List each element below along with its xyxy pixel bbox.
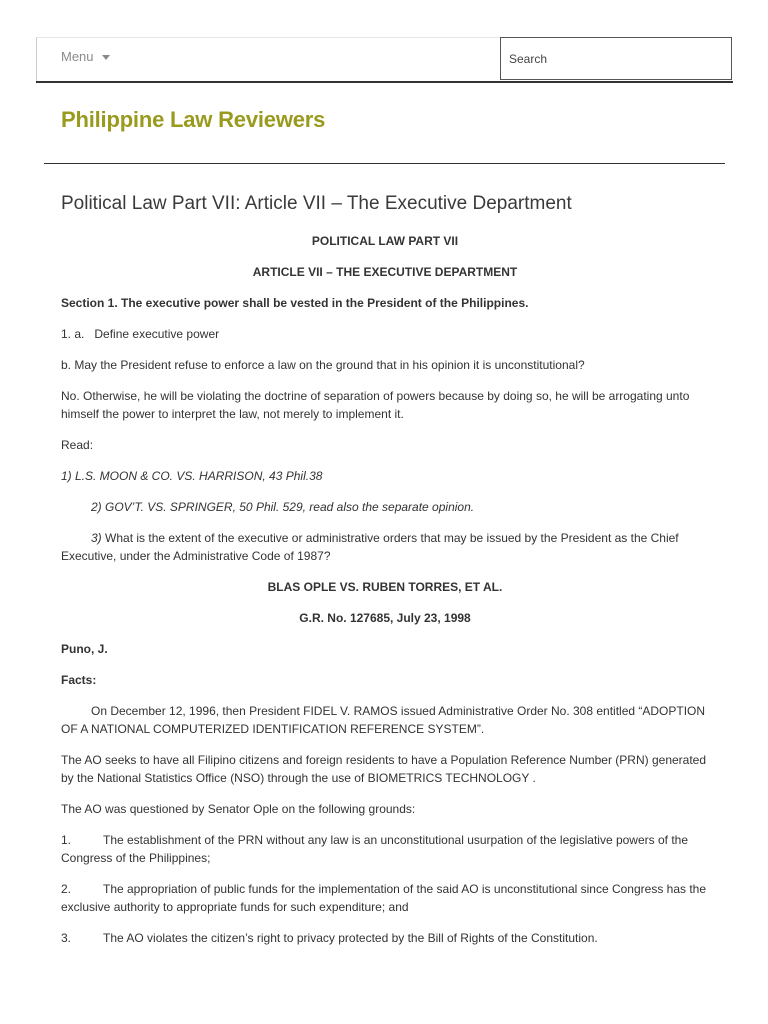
menu-button[interactable]	[36, 37, 500, 81]
search-box[interactable]	[500, 37, 732, 80]
ground-text: The establishment of the PRN without any law is an unconstitutional usurpation of the legislative powers of the Congress of the Philippines;	[61, 833, 688, 865]
ground-text: The AO violates the citizen’s right to privacy protected by the Bill of Rights of the Constitution.	[103, 931, 598, 945]
facts-label: Facts:	[61, 673, 97, 687]
post-content	[61, 232, 709, 960]
ponente: Puno, J.	[61, 642, 108, 656]
menu-toggle[interactable]	[61, 49, 110, 64]
ground-item	[61, 831, 709, 867]
header-divider	[44, 163, 725, 164]
ground-text: The appropriation of public funds for the implementation of the said AO is unconstitutional since Congress has the exclusive authority to appropriate funds for such expenditure; and	[61, 882, 707, 914]
question-1a-text: Define executive power	[94, 327, 220, 341]
reading-2: 2) GOV’T. VS. SPRINGER, 50 Phil. 529, read also the separate opinion.	[91, 500, 475, 514]
top-navigation-bar	[36, 37, 733, 83]
question-3	[61, 529, 709, 565]
read-label: Read:	[61, 438, 94, 452]
question-b: b. May the President refuse to enforce a law on the ground that in his opinion it is unconstitutional?	[61, 358, 585, 372]
site-title[interactable]: Philippine Law Reviewers	[61, 107, 326, 132]
question-1a	[61, 325, 709, 343]
question-1a-number: 1. a.	[61, 327, 85, 341]
question-3-number: 3)	[91, 531, 102, 545]
facts-paragraph-3: The AO was questioned by Senator Ople on the following grounds:	[61, 802, 416, 816]
caret-down-icon	[102, 55, 110, 60]
search-input[interactable]	[501, 38, 709, 79]
post-title: Political Law Part VII: Article VII – The Executive Department	[61, 193, 572, 214]
ground-number: 2.	[61, 882, 72, 896]
facts-paragraph-1-text: On December 12, 1996, then President FIDEL V. RAMOS issued Administrative Order No. 308 entitled “ADOPTION OF A NATIONAL COMPUTERIZED IDENTIFICATION REFERENCE SYSTEM”.	[61, 704, 706, 736]
question-3-text: What is the extent of the executive or administrative orders that may be issued by the President as the Chief Executive, under the Administrative Code of 1987?	[61, 531, 679, 563]
heading-article: ARTICLE VII – THE EXECUTIVE DEPARTMENT	[252, 265, 518, 279]
facts-paragraph-1	[61, 702, 709, 738]
menu-label: Menu	[61, 49, 94, 64]
ground-item	[61, 929, 709, 947]
facts-paragraph-2: The AO seeks to have all Filipino citizens and foreign residents to have a Population Reference Number (PRN) generated by the National Statistics Office (NSO) through the use of BIOMETRICS TECHNOLOGY .	[61, 753, 707, 785]
answer-b: No. Otherwise, he will be violating the doctrine of separation of powers because by doing so, he will be arrogating unto himself the power to interpret the law, not merely to implement it.	[61, 389, 690, 421]
case-gr-number: G.R. No. 127685, July 23, 1998	[299, 611, 471, 625]
ground-number: 1.	[61, 833, 72, 847]
ground-item	[61, 880, 709, 916]
section-heading: Section 1. The executive power shall be vested in the President of the Philippines.	[61, 296, 529, 310]
ground-number: 3.	[61, 931, 72, 945]
heading-part: POLITICAL LAW PART VII	[311, 234, 459, 248]
case-title: BLAS OPLE VS. RUBEN TORRES, ET AL.	[267, 580, 503, 594]
reading-1: 1) L.S. MOON & CO. VS. HARRISON, 43 Phil.38	[61, 469, 323, 483]
